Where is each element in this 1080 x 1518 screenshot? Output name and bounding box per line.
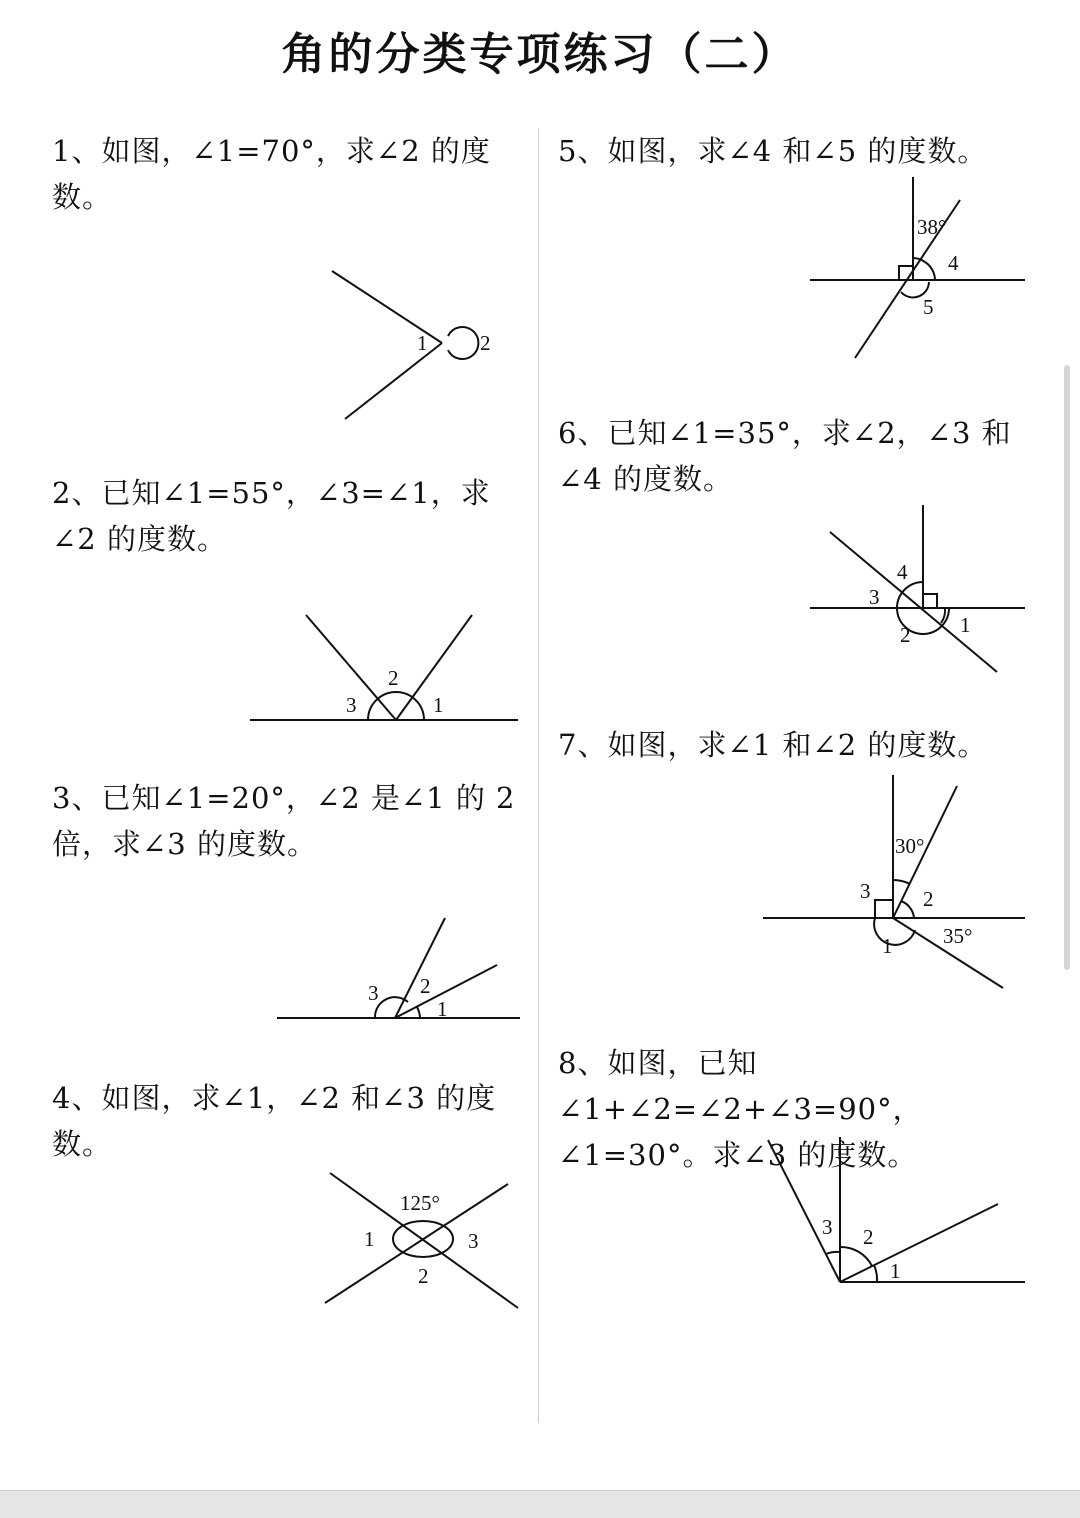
angle-label-1: 1 xyxy=(433,693,444,717)
angle-arc-inner xyxy=(417,1007,420,1018)
angle-label-3: 3 xyxy=(368,981,379,1005)
angle-label-1: 1 xyxy=(417,331,428,355)
angle-label-4: 4 xyxy=(897,560,908,584)
angle-3-arc xyxy=(826,1252,840,1254)
angle-label-2: 2 xyxy=(420,974,431,998)
angle-label-2: 2 xyxy=(900,623,911,647)
angle-2-arc xyxy=(840,1247,872,1266)
angle-label-1: 1 xyxy=(364,1227,375,1251)
slanted-line xyxy=(830,532,997,672)
angle-label-2: 2 xyxy=(863,1225,874,1249)
angle-label-3: 3 xyxy=(860,879,871,903)
question-6-figure xyxy=(805,500,1030,680)
question-3-text: 3、已知∠1=20°，∠2 是∠1 的 2 倍，求∠3 的度数。 xyxy=(52,781,516,861)
question-7-figure xyxy=(760,770,1030,995)
angle-label-3: 3 xyxy=(468,1229,479,1253)
angle-label-1: 1 xyxy=(890,1259,901,1283)
given-angle-label: 38° xyxy=(917,215,947,239)
left-ray xyxy=(768,1140,840,1282)
question-1-figure xyxy=(320,255,520,435)
angle-label-2: 2 xyxy=(388,666,399,690)
angle-1-arc xyxy=(874,918,915,945)
angle-3-4-arc xyxy=(897,582,923,608)
angle-2-arc xyxy=(448,327,478,359)
question-5-text: 5、如图，求∠4 和∠5 的度数。 xyxy=(558,134,988,168)
given-angle-label: 125° xyxy=(400,1191,440,1215)
right-angle-mark xyxy=(923,594,937,608)
question-4-text: 4、如图，求∠1，∠2 和∠3 的度数。 xyxy=(52,1081,497,1161)
angle-label-2: 2 xyxy=(480,331,491,355)
angle-label-5: 5 xyxy=(923,295,934,319)
angle-label-2: 2 xyxy=(418,1264,429,1288)
angle-label-4: 4 xyxy=(948,251,959,275)
angle-label-1: 1 xyxy=(882,934,893,958)
scrollbar[interactable] xyxy=(1064,365,1070,970)
angle-4-arc xyxy=(925,262,935,280)
question-1-text: 1、如图，∠1=70°，求∠2 的度数。 xyxy=(52,134,491,214)
question-2-figure xyxy=(248,605,523,730)
angle-30-arc xyxy=(893,880,910,884)
angle-label-3: 3 xyxy=(822,1215,833,1239)
question-7-text: 7、如图，求∠1 和∠2 的度数。 xyxy=(558,728,988,762)
angle-1-arc xyxy=(941,608,945,623)
question-4-figure xyxy=(320,1168,525,1313)
angle-label-3: 3 xyxy=(869,585,880,609)
question-8-text: 8、如图，已知∠1+∠2=∠2+∠3=90°，∠1=30°。求∠3 的度数。 xyxy=(558,1046,923,1172)
question-6-text: 6、已知∠1=35°，求∠2，∠3 和∠4 的度数。 xyxy=(558,416,1012,496)
angle-2-arc xyxy=(901,901,914,918)
question-3-figure xyxy=(275,912,525,1027)
page-title: 角的分类专项练习（二） xyxy=(281,29,799,80)
right-angle-mark xyxy=(875,900,893,918)
angle-label-1: 1 xyxy=(437,997,448,1021)
angle-label-2: 2 xyxy=(923,887,934,911)
question-2-text: 2、已知∠1=55°，∠3=∠1，求∠2 的度数。 xyxy=(52,476,491,556)
column-divider xyxy=(538,128,539,1423)
given-angle-right: 35° xyxy=(943,924,973,948)
given-angle-top: 30° xyxy=(895,834,925,858)
question-8-figure xyxy=(760,1132,1030,1292)
angle-1-arc xyxy=(874,1265,877,1282)
angle-label-3: 3 xyxy=(346,693,357,717)
angle-label-1: 1 xyxy=(960,613,971,637)
question-5-figure xyxy=(805,172,1030,362)
bottom-bar xyxy=(0,1490,1080,1518)
